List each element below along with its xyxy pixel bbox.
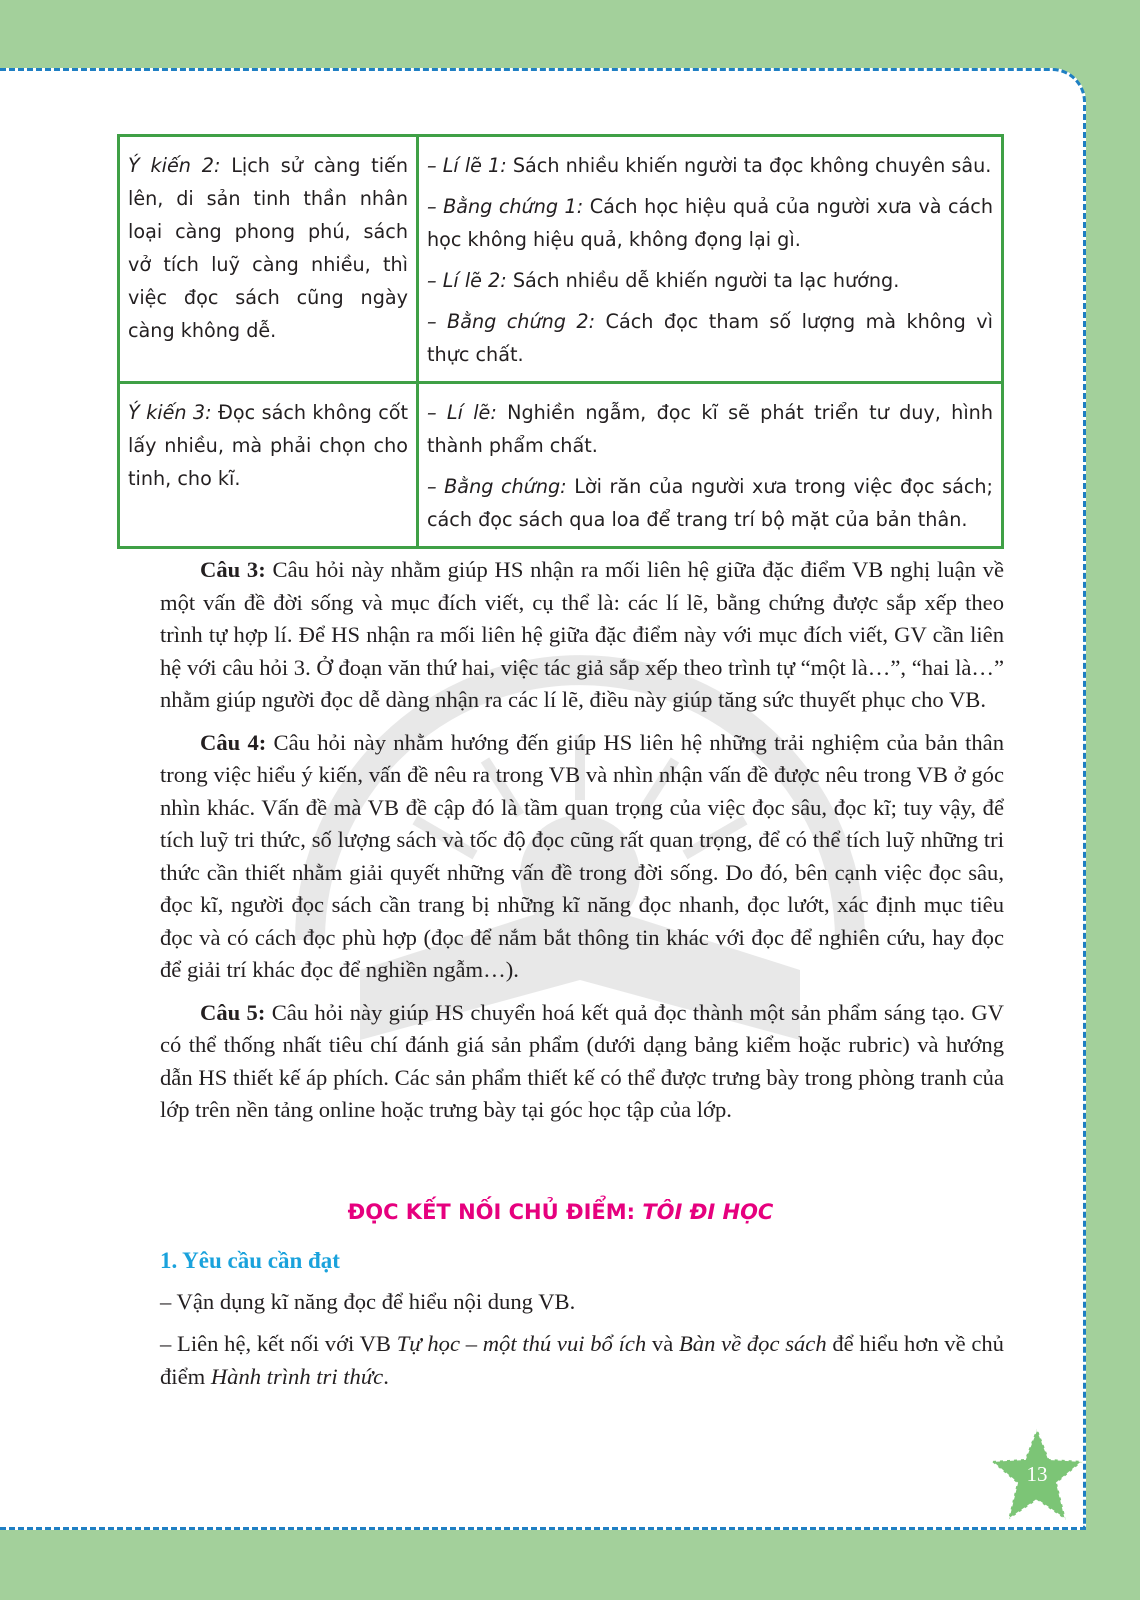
opinion-label: Ý kiến 2: [128,154,221,177]
evidence-item [427,305,993,371]
requirement-text: và [646,1331,679,1356]
question-paragraph [160,727,1004,987]
evidence-text: Lời răn của người xưa trong việc đọc sách; cách đọc sách qua loa để trang trí bộ mặt của bản thân. [427,475,993,531]
requirement-text: – Vận dụng kĩ năng đọc để hiểu nội dung VB. [160,1288,576,1314]
requirement-item [160,1286,1004,1319]
body-text [160,554,1004,1137]
evidence-cell [418,136,1003,383]
requirements [160,1245,1004,1403]
question-text: Câu hỏi này nhằm giúp HS nhận ra mối liên hệ giữa đặc điểm VB nghị luận về một vấn đề đời sống và mục đích viết, cụ thể là: các lí lẽ, bằng chứng được sắp xếp theo trình tự hợp lí. Để HS nhận ra mối liên hệ giữa đặc điểm này với mục đích viết, GV cần liên hệ với câu hỏi 3. Ở đoạn văn thứ hai, việc tác giả sắp xếp theo trình tự “một là…”, “hai là…” nhằm giúp người đọc dễ dàng nhận ra các lí lẽ, điều này giúp tăng sức thuyết phục cho VB. [160,557,1004,712]
opinion-text: Lịch sử càng tiến lên, di sản tinh thần nhân loại càng phong phú, sách vở tích luỹ càng nhiều, thì việc đọc sách cũng ngày càng không dễ. [128,154,408,342]
opinion-label: Ý kiến 3: [128,401,212,424]
question-label: Câu 5: [200,999,266,1025]
evidence-text: Cách đọc tham số lượng mà không vì thực chất. [427,310,993,366]
evidence-label: – Lí lẽ 2: [427,269,507,292]
evidence-label: – Lí lẽ: [427,401,497,424]
requirement-title: Hành trình tri thức [210,1363,384,1389]
evidence-text: Sách nhiều khiến người ta đọc không chuyên sâu. [506,154,992,177]
evidence-label: – Bằng chứng 2: [427,310,596,333]
opinion-cell [119,383,418,548]
page-number: 13 [1026,1462,1048,1486]
table-row [119,136,1003,383]
opinions-table [117,134,1004,549]
requirements-heading: 1. Yêu cầu cần đạt [160,1248,340,1273]
requirement-text: . [383,1363,389,1389]
evidence-item [427,149,993,182]
requirement-title: Bàn về đọc sách [678,1331,827,1356]
question-paragraph [160,997,1004,1127]
opinion-cell [119,136,418,383]
evidence-label: – Lí lẽ 1: [427,154,507,177]
table-row [119,383,1003,548]
evidence-label: – Bằng chứng: [427,475,567,498]
question-text: Câu hỏi này giúp HS chuyển hoá kết quả đọc thành một sản phẩm sáng tạo. GV có thể thống nhất tiêu chí đánh giá sản phẩm (dưới dạng bảng kiểm hoặc rubric) và hướng dẫn HS thiết kế áp phích. Các sản phẩm thiết kế có thể được trưng bày trong phòng tranh của lớp trên nền tảng online hoặc trưng bày tại góc học tập của lớp. [160,999,1004,1122]
evidence-item [427,470,993,536]
opinion-text: Đọc sách không cốt lấy nhiều, mà phải chọn cho tinh, cho kĩ. [128,401,408,490]
question-paragraph [160,554,1004,717]
requirement-text: để hiểu hơn về chủ điểm [160,1331,1004,1389]
evidence-item [427,264,993,297]
evidence-label: – Bằng chứng 1: [427,195,584,218]
requirement-title: Tự học – một thú vui bổ ích [396,1331,647,1356]
evidence-item [427,396,993,462]
section-title [117,1200,1004,1224]
section-title-italic: TÔI ĐI HỌC [642,1200,774,1224]
question-text: Câu hỏi này nhằm hướng đến giúp HS liên hệ những trải nghiệm của bản thân trong việc hiểu ý kiến, vấn đề nêu ra trong VB và nhìn nhận vấn đề được nêu trong VB ở góc nhìn khác. Vấn đề mà VB đề cập đó là tầm quan trọng của việc đọc sâu, đọc kĩ; tuy vậy, để tích luỹ tri thức, số lượng sách và tốc độ đọc cũng rất quan trọng, để có thể tích luỹ những tri thức cần thiết nhằm giải quyết những vấn đề trong đời sống. Do đó, bên cạnh việc đọc sâu, đọc kĩ, người đọc sách cần trang bị những kĩ năng đọc nhanh, đọc lướt, xác định mục tiêu đọc và có cách đọc phù hợp (đọc để nắm bắt thông tin khác với đọc để nghiên cứu, hay đọc để giải trí khác đọc để nghiền ngẫm…). [160,729,1004,982]
requirement-item [160,1328,1004,1393]
question-label: Câu 4: [200,729,267,755]
evidence-text: Nghiền ngẫm, đọc kĩ sẽ phát triển tư duy, hình thành phẩm chất. [427,401,993,457]
evidence-text: Cách học hiệu quả của người xưa và cách học không hiệu quả, không đọng lại gì. [427,195,993,251]
section-title-plain: ĐỌC KẾT NỐI CHỦ ĐIỂM: [347,1200,643,1224]
question-label: Câu 3: [200,557,266,582]
evidence-text: Sách nhiều dễ khiến người ta lạc hướng. [506,269,900,292]
evidence-item [427,190,993,256]
evidence-cell [418,383,1003,548]
requirement-text: – Liên hệ, kết nối với VB [160,1331,397,1356]
